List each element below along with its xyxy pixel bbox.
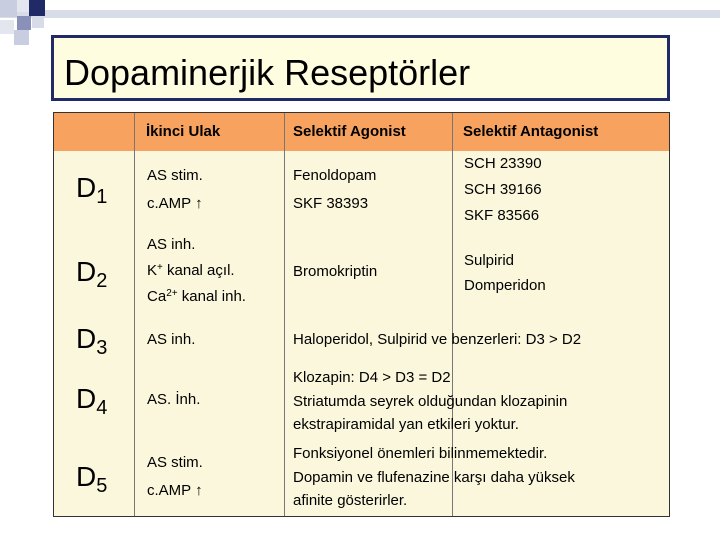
d2-antagonist-line1: Sulpirid [464,252,515,269]
header-selective-agonist: Selektif Agonist [293,123,406,140]
decorative-square [29,0,45,16]
d4-note-line3: ekstrapiramidal yan etkileri yoktur. [293,416,519,433]
column-divider [284,113,285,516]
d3-note: Haloperidol, Sulpirid ve benzerleri: D3 > D2 [293,331,582,348]
d2-messenger-line1: AS inh. [147,236,196,253]
d5-note-line1: Fonksiyonel önemleri bilinmemektedir. [293,445,548,462]
receptor-label-d4: $D_4$ [76,383,108,419]
d2-messenger-line3: $Ca^{2+}$ kanal inh. [147,288,246,305]
d1-messenger-line1: AS stim. [147,167,203,184]
receptor-label-d1: $D_1$ [76,172,108,208]
d2-antagonist-line2: Domperidon [464,277,546,294]
d2-messenger-line2: K+ kanal açıl. [147,262,235,279]
receptor-label-d5: $D_5$ [76,461,108,497]
d5-note-line3: afinite gösterirler. [293,492,408,509]
d2-agonist: Bromokriptin [293,263,378,280]
d1-messenger-line2: c.AMP ↑ [147,195,203,212]
d1-agonist-line1: Fenoldopam [293,167,377,184]
d3-messenger: AS inh. [147,331,196,348]
d4-messenger: AS. İnh. [147,391,201,408]
d5-messenger-line1: AS stim. [147,454,203,471]
column-divider [134,113,135,516]
decorative-square [17,0,29,12]
d1-antagonist-line3: SKF 83566 [464,207,540,224]
decorative-square [0,20,14,34]
d1-antagonist-line2: SCH 39166 [464,181,542,198]
decorative-band [0,10,720,18]
d1-antagonist-line1: SCH 23390 [464,155,542,172]
decorative-square [32,16,44,28]
d4-note-line1: Klozapin: D4 > D3 = D2 [293,369,451,386]
title-box [51,35,670,101]
decorative-square [17,16,31,30]
d5-messenger-line2: c.AMP ↑ [147,482,203,499]
receptor-label-d3: $D_3$ [76,323,108,359]
decorative-square [14,30,29,45]
d4-note-line2: Striatumda seyrek olduğundan klozapinin [293,393,568,410]
receptor-label-d2: $D_2$ [76,256,108,292]
page-title: Dopaminerjik Reseptörler [64,52,471,93]
header-selective-antagonist: Selektif Antagonist [463,123,599,140]
d5-note-line2: Dopamin ve flufenazine karşı daha yüksek [293,469,575,486]
d1-agonist-line2: SKF 38393 [293,195,369,212]
decorative-square [0,0,17,17]
header-second-messenger: İkinci Ulak [146,123,221,140]
